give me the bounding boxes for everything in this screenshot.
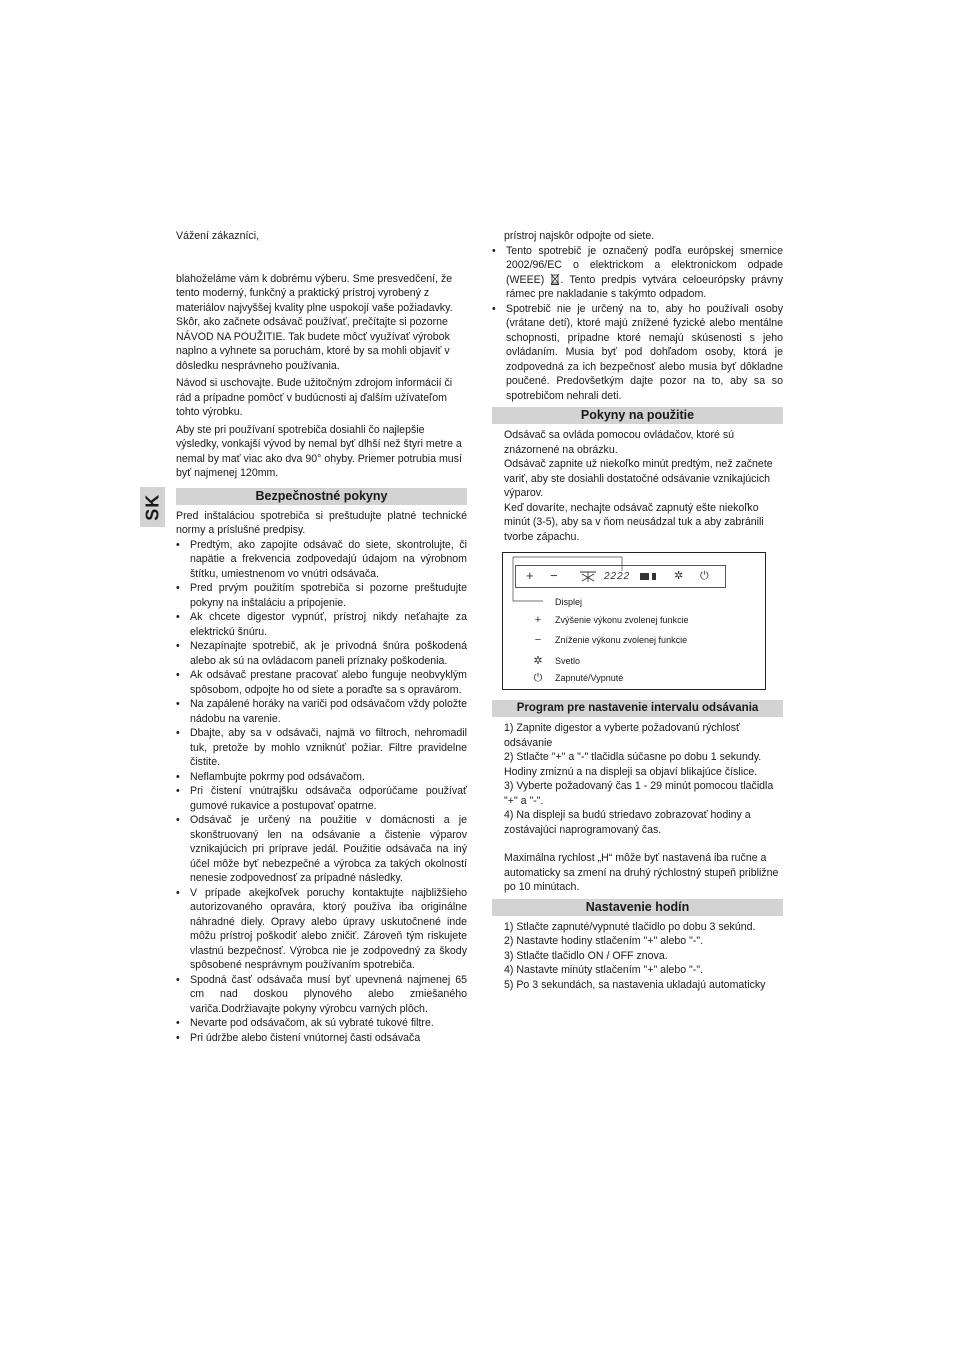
list-item [492,244,783,302]
list-item: • Dbajte, aby sa v odsávači, najmä vo filtroch, nehromadil tuk, pretože by mohlo vzniknúť požiar. Filtre pravidelne čistite. [176,726,467,770]
legend-label: Zapnuté/Vypnuté [555,673,624,683]
power-icon: ⏻ [700,570,709,582]
list-item: • Na zapálené horáky na variči pod odsávačom vždy položte nádobu na varenie. [176,697,467,726]
intro-paragraph: Aby ste pri používaní spotrebiča dosiahli čo najlepšie výsledky, vonkajší vývod by nemal byť dlhší než štyri metre a nemal by mať viac ako dva 90° ohyby. Priemer potrubia musí byť najmenej 120mm. [176,423,462,479]
legend-label: Zníženie výkonu zvolenej funkcie [555,635,688,645]
light-icon: ✲ [674,570,684,582]
legend-light [531,656,580,667]
list-item: • Pred prvým použitím spotrebiča si pozorne preštudujte pokyny na inštaláciu a pripojenie. [176,581,467,610]
clock-step: 2) Nastavte hodiny stlačením "+" alebo "-". [504,935,704,947]
control-panel-diagram [502,552,766,690]
list-item: • Nevarte pod odsávačom, ak sú vybraté tukové filtre. [176,1016,467,1031]
clock-step: 1) Stlačte zapnuté/vypnuté tlačidlo po dobu 3 sekúnd. [504,920,756,933]
legend-minus [531,635,687,646]
minus-icon: − [550,568,558,583]
safety-list [176,538,467,1046]
legend-label: Svetlo [555,656,581,666]
plus-icon: + [534,614,542,626]
clock-step: 4) Nastavte minúty stlačením "+" alebo "-". [504,964,704,976]
intro-paragraph: blahoželáme vám k dobrému výberu. Sme presvedčení, že tento moderný, funkčný a praktický prístroj vyrobený z materiálov najvyššej kvality plne uspokojí vaše požiadavky. Skôr, ako začnete odsávač používať, prečítajte si pozorne NÁVOD NA POUŽITIE. Tak budete môcť využívať výrobok naplno a vyhnete sa poruchám, ktoré by sa mohli objaviť v dôsledku nesprávneho používania. [176,272,453,372]
usage-paragraph: Odsávač sa ovláda pomocou ovládačov, ktoré sú znázornené na obrázku. [504,429,735,456]
weee-text-end: . Tento predpis vytvára celoeurópsky právny rámec pre nakladanie s takýmto odpadom. [506,273,783,300]
list-item: • Ak chcete digestor vypnúť, prístroj nikdy neťahajte za elektrickú šnúru. [176,610,467,639]
legend-display [555,597,582,608]
display-callout-line [503,553,765,613]
language-tab-label: SK [142,493,163,521]
right-column [492,229,783,992]
usage-paragraph: Odsávač zapnite už niekoľko minút predtým, než začnete variť, aby ste dosiahli dostatočné odsávanie vznikajúcich výparov. [504,458,773,499]
list-item: • Spotrebič nie je určený na to, aby ho používali osoby (vrátane detí), ktoré majú znížené fyzické alebo mentálne schopnosti, prípadne ktoré nemajú skúsenosti s jeho ovládaním. Musia byť pod dohľadom osoby, ktorá je zodpovedná za ich bezpečnosť alebo musia byť dôkladne poučené. Predovšetkým dajte pozor na to, aby sa so spotrebičom nehrali deti. [492,302,783,404]
clock-step: 5) Po 3 sekundách, sa nastavenia ukladajú automaticky [504,978,766,991]
power-icon: ⏻ [533,672,543,684]
list-item: • Nezapínajte spotrebič, ak je prívodná šnúra poškodená alebo ak sú na ovládacom paneli príznaky poškodenia. [176,639,467,668]
safety-heading: Bezpečnostné pokyny [176,488,467,505]
usage-paragraph: Keď dovaríte, nechajte odsávač zapnutý ešte niekoľko minút (3-5), aby sa v ňom neusádzal tuk a aby zabránili tvorbe zápachu. [504,501,764,543]
legend-plus [531,615,689,626]
list-item: • Neflambujte pokrmy pod odsávačom. [176,770,467,785]
light-icon: ✲ [533,655,543,667]
right-safety-list [492,244,783,404]
interval-note: Maximálna rychlost „H“ môže byť nastavená iba ručne a automaticky sa zmení na druhý rýchlostný stupeň približne po 10 minútach. [504,852,779,893]
usage-heading: Pokyny na použitie [492,407,783,424]
language-tab [140,487,165,527]
greeting: Vážení zákazníci, [176,230,260,242]
list-item: • Spodná časť odsávača musí byť upevnená najmenej 65 cm nad doskou plynového alebo zmiešaného variča.Dodržiavajte pokyny výrobcu varných plôch. [176,973,467,1017]
left-column [176,229,467,1045]
list-item: • Odsávač je určený na použitie v domácnosti a je skonštruovaný len na odsávanie a čistenie výparov vznikajúcich pri príprave jedál. Použitie odsávača na iný účel môže byť nebezpečné a výrobca za takých okolností nenesie zodpovednosť za prípadné následky. [176,813,467,886]
continuation-text: prístroj najskôr odpojte od siete. [504,230,655,242]
panel-display: 2222 [604,571,631,582]
clock-heading: Nastavenie hodín [492,899,783,916]
clock-step: 3) Stlačte tlačidlo ON / OFF znova. [504,949,668,962]
weee-text: Tento spotrebič je označený podľa európskej smernice 2002/96/EC o elektrickom a elektronickom odpade (WEEE) [506,244,783,286]
interval-step: 4) Na displeji sa budú striedavo zobrazovať hodiny a zostávajúci naprogramovaný čas. [504,809,751,836]
minus-icon: − [534,634,542,646]
crossed-bin-icon [550,273,560,285]
legend-power [531,673,623,684]
legend-label: Zvýšenie výkonu zvolenej funkcie [555,615,689,625]
list-item: • Predtým, ako zapojíte odsávač do siete, skontrolujte, či napätie a frekvencia zodpovedajú údajom na výrobnom štítku, umiestnenom vo vnútri odsávača. [176,538,467,582]
list-item: • Pri čistení vnútrajšku odsávača odporúčame používať gumové rukavice a postupovať opatrne. [176,784,467,813]
list-item: • Pri údržbe alebo čistení vnútornej časti odsávača [176,1031,467,1046]
legend-label: Displej [555,597,583,607]
plus-icon: + [526,568,534,583]
interval-heading: Program pre nastavenie intervalu odsávania [492,700,783,717]
safety-intro: Pred inštaláciou spotrebiča si preštudujte platné technické normy a príslušné predpisy. [176,509,467,536]
list-item: • Ak odsávač prestane pracovať alebo funguje neobvyklým spôsobom, odpojte ho od siete a poraďte sa s opravárom. [176,668,467,697]
interval-step: 1) Zapnite digestor a vyberte požadovanú rýchlosť odsávanie [504,722,740,749]
interval-step: 2) Stlačte "+" a "-" tlačidla súčasne po dobu 1 sekundy. Hodiny zmiznú a na displeji sa objaví blikajúce číslice. [504,751,762,778]
intro-paragraph: Návod si uschovajte. Bude užitočným zdrojom informácií či rád a prípadne pomôcť v budúcnosti aj ďalším užívateľom tohto výrobku. [176,377,453,418]
list-item: • V prípade akejkoľvek poruchy kontaktujte najbližšieho autorizovaného opravára, ktorý používa iba originálne náhradné diely. Opravy alebo úpravy uskutočnené inde môžu prístroj poškodiť alebo zničiť. Zároveň tým riskujete vlastnú bezpečnosť. Výrobca nie je zodpovedný za škody spôsobené nesprávnym používaním spotrebiča. [176,886,467,973]
interval-step: 3) Vyberte požadovaný čas 1 - 29 minút pomocou tlačidla "+" a "-". [504,780,774,807]
